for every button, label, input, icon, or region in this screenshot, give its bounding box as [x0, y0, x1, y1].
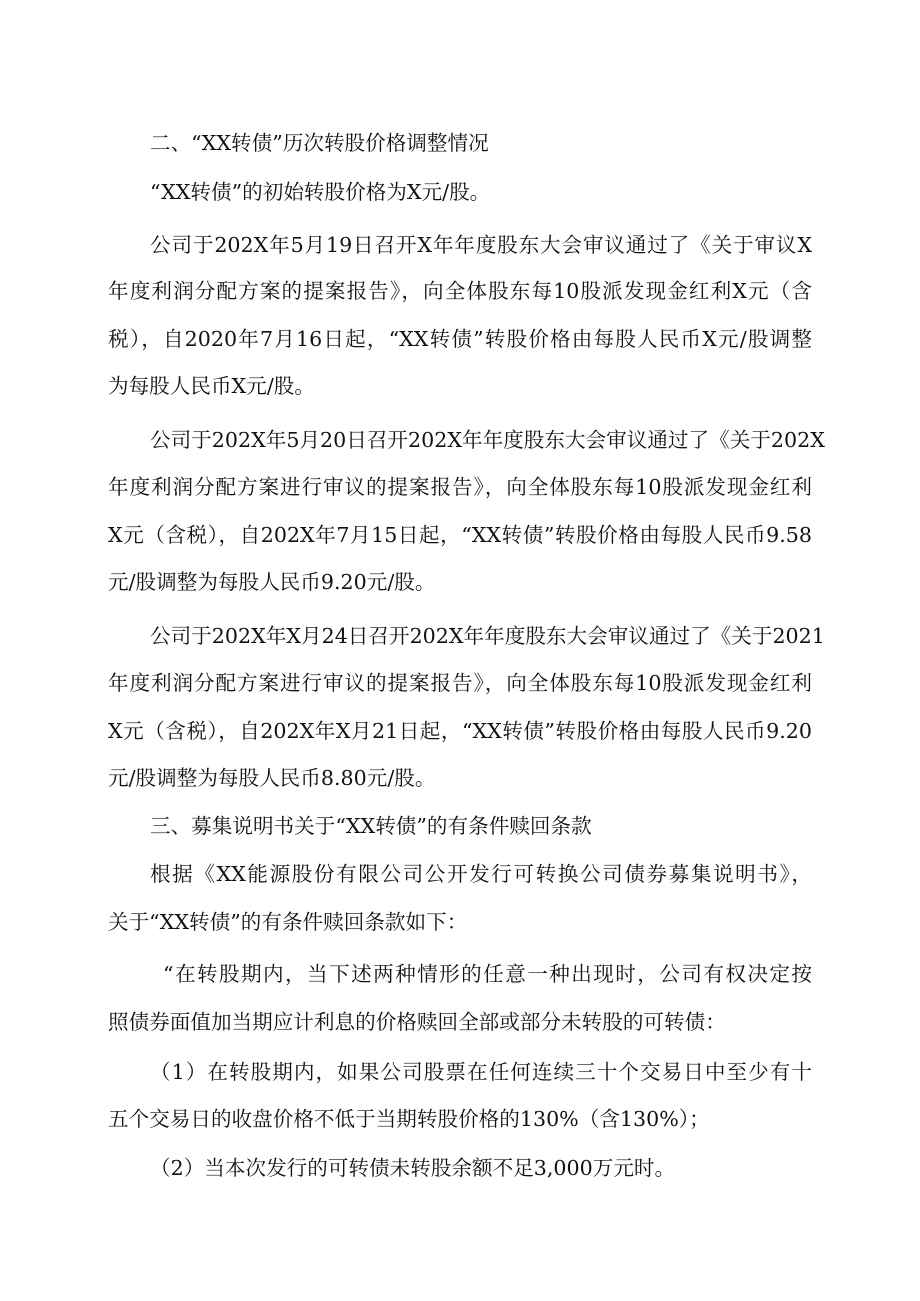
section2-heading: 二、“XX转债”历次转股价格调整情况 [150, 131, 489, 155]
adjustment-1-line-2: 年度利润分配方案的提案报告》，向全体股东每10股派发现金红利X元（含 [108, 279, 812, 303]
adjustment-3-line-2: 年度利润分配方案进行审议的提案报告》，向全体股东每10股派发现金红利 [108, 671, 812, 695]
adjustment-2-line-1: 公司于202X年5月20日召开202X年年度股东大会审议通过了《关于202X [150, 428, 825, 452]
adjustment-2-line-2: 年度利润分配方案进行审议的提案报告》，向全体股东每10股派发现金红利 [108, 475, 812, 499]
condition-1-line-1: （1）在转股期内，如果公司股票在任何连续三十个交易日中至少有十 [150, 1060, 812, 1084]
adjustment-1-line-1: 公司于202X年5月19日召开X年年度股东大会审议通过了《关于审议X [150, 233, 812, 257]
section3-heading: 三、募集说明书关于“XX转债”的有条件赎回条款 [150, 814, 592, 838]
adjustment-1-line-4: 为每股人民币X元/股。 [108, 374, 315, 398]
redemption-intro-line-1: 根据《XX能源股份有限公司公开发行可转换公司债券募集说明书》， [150, 862, 812, 886]
condition-1-line-2: 五个交易日的收盘价格不低于当期转股价格的130%（含130%）； [108, 1107, 710, 1131]
adjustment-2-line-3: X元（含税），自202X年7月15日起，“XX转债”转股价格由每股人民币9.58 [108, 523, 812, 547]
redemption-intro-line-2: 关于“XX转债”的有条件赎回条款如下： [108, 910, 468, 934]
adjustment-2-line-4: 元/股调整为每股人民币9.20元/股。 [108, 570, 436, 594]
adjustment-3-line-1: 公司于202X年X月24日召开202X年年度股东大会审议通过了《关于2021 [150, 624, 825, 648]
redemption-quote-line-1: “在转股期内，当下述两种情形的任意一种出现时，公司有权决定按 [163, 962, 812, 986]
initial-price-paragraph: “XX转债”的初始转股价格为X元/股。 [150, 180, 491, 204]
adjustment-3-line-3: X元（含税），自202X年X月21日起，“XX转债”转股价格由每股人民币9.20 [108, 719, 812, 743]
adjustment-1-line-3: 税），自2020年7月16日起，“XX转债”转股价格由每股人民币X元/股调整 [108, 327, 812, 351]
condition-2: （2）当本次发行的可转债未转股余额不足3,000万元时。 [150, 1156, 676, 1180]
adjustment-3-line-4: 元/股调整为每股人民币8.80元/股。 [108, 766, 436, 790]
redemption-quote-line-2: 照债券面值加当期应计利息的价格赎回全部或部分未转股的可转债： [108, 1010, 726, 1034]
